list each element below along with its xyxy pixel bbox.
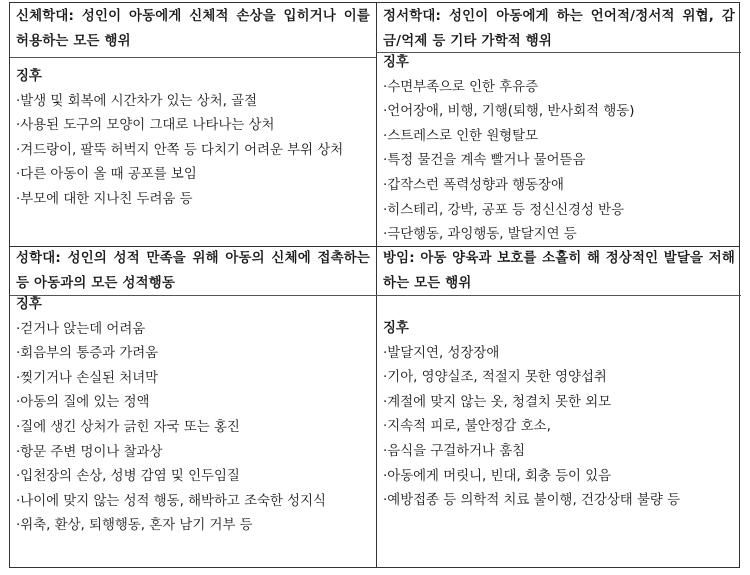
sexual-abuse-sign-list <box>16 318 370 539</box>
signs-label: 징후 <box>383 55 409 70</box>
list-item: ·아동에게 머릿니, 빈대, 회충 등이 있음 <box>383 468 612 484</box>
sexual-abuse-heading: 성학대: 성인의 성적 만족을 위해 아동의 신체에 접촉하는 등 아동과의 모든 성적행동 <box>16 251 370 291</box>
list-item: ·입천장의 손상, 성병 감염 및 인두임질 <box>16 469 240 485</box>
list-item: ·회음부의 통증과 가려움 <box>16 346 159 362</box>
neglect-heading: 방임: 아동 양육과 보호를 소홀히 해 정상적인 발달을 저해하는 모든 행위 <box>383 251 735 291</box>
list-item: ·항문 주변 멍이나 찰과상 <box>16 444 163 460</box>
list-item: ·위축, 환상, 퇴행행동, 혼자 남기 거부 등 <box>16 518 253 534</box>
signs-label: 징후 <box>16 69 42 84</box>
list-item: ·부모에 대한 지나친 두려움 등 <box>16 191 193 207</box>
physical-abuse-heading: 신체학대: 성인이 아동에게 신체적 손상을 입히거나 이를 허용하는 모든 행위 <box>16 9 370 49</box>
abuse-types-table <box>9 2 740 568</box>
list-item: ·기아, 영양실조, 적절지 못한 영양섭취 <box>383 370 607 386</box>
list-item: ·걷거나 앉는데 어려움 <box>16 321 146 337</box>
list-item: ·언어장애, 비행, 기행(퇴행, 반사회적 행동) <box>383 104 635 120</box>
neglect-sign-list <box>383 342 735 514</box>
list-item: ·다른 아동이 올 때 공포를 보임 <box>16 167 197 183</box>
physical-abuse-signs <box>10 65 376 213</box>
list-item: ·나이에 맞지 않는 성적 행동, 해박하고 조숙한 성지식 <box>16 493 326 509</box>
list-item: ·지속적 피로, 불안정감 호소, <box>383 419 551 435</box>
list-item: ·스트레스로 인한 원형탈모 <box>383 128 539 144</box>
signs-label: 징후 <box>16 297 42 312</box>
list-item: ·극단행동, 과잉행동, 발달지연 등 <box>383 227 577 243</box>
list-item: ·계절에 맞지 않는 옷, 청결치 못한 외모 <box>383 394 612 410</box>
list-item: ·히스테리, 강박, 공포 등 정신신경성 반응 <box>383 202 625 218</box>
list-item: ·겨드랑이, 팔뚝 허벅지 안쪽 등 다치기 어려운 부위 상처 <box>16 142 344 158</box>
signs-label: 징후 <box>383 321 409 336</box>
emotional-abuse-heading: 정서학대: 성인이 아동에게 하는 언어적/정서적 위협, 감금/억제 등 기타 가학적 행위 <box>383 9 735 49</box>
sexual-abuse-signs <box>10 293 376 539</box>
row-divider-physical-heading <box>10 57 376 58</box>
list-item: ·사용된 도구의 모양이 그대로 나타나는 상처 <box>16 118 275 134</box>
emotional-abuse-sign-list <box>383 76 735 248</box>
list-item: ·특정 물건을 계속 빨거나 물어뜯음 <box>383 153 586 169</box>
list-item: ·아동의 질에 있는 정액 <box>16 395 150 411</box>
list-item: ·갑작스런 폭력성향과 행동장애 <box>383 177 564 193</box>
list-item: ·발달지연, 성장장애 <box>383 345 500 361</box>
list-item: ·찢기거나 손실된 처녀막 <box>16 370 159 386</box>
list-item: ·질에 생긴 상처가 긁힌 자국 또는 홍진 <box>16 419 240 435</box>
list-item: ·발생 및 회복에 시간차가 있는 상처, 골절 <box>16 93 258 109</box>
list-item: ·예방접종 등 의학적 치료 불이행, 건강상태 불량 등 <box>383 493 681 509</box>
physical-abuse-sign-list <box>16 90 370 213</box>
list-item: ·음식을 구걸하거나 훔침 <box>383 443 526 459</box>
emotional-abuse-signs <box>377 51 741 248</box>
list-item: ·수면부족으로 인한 후유증 <box>383 79 539 95</box>
neglect-signs <box>377 317 741 514</box>
